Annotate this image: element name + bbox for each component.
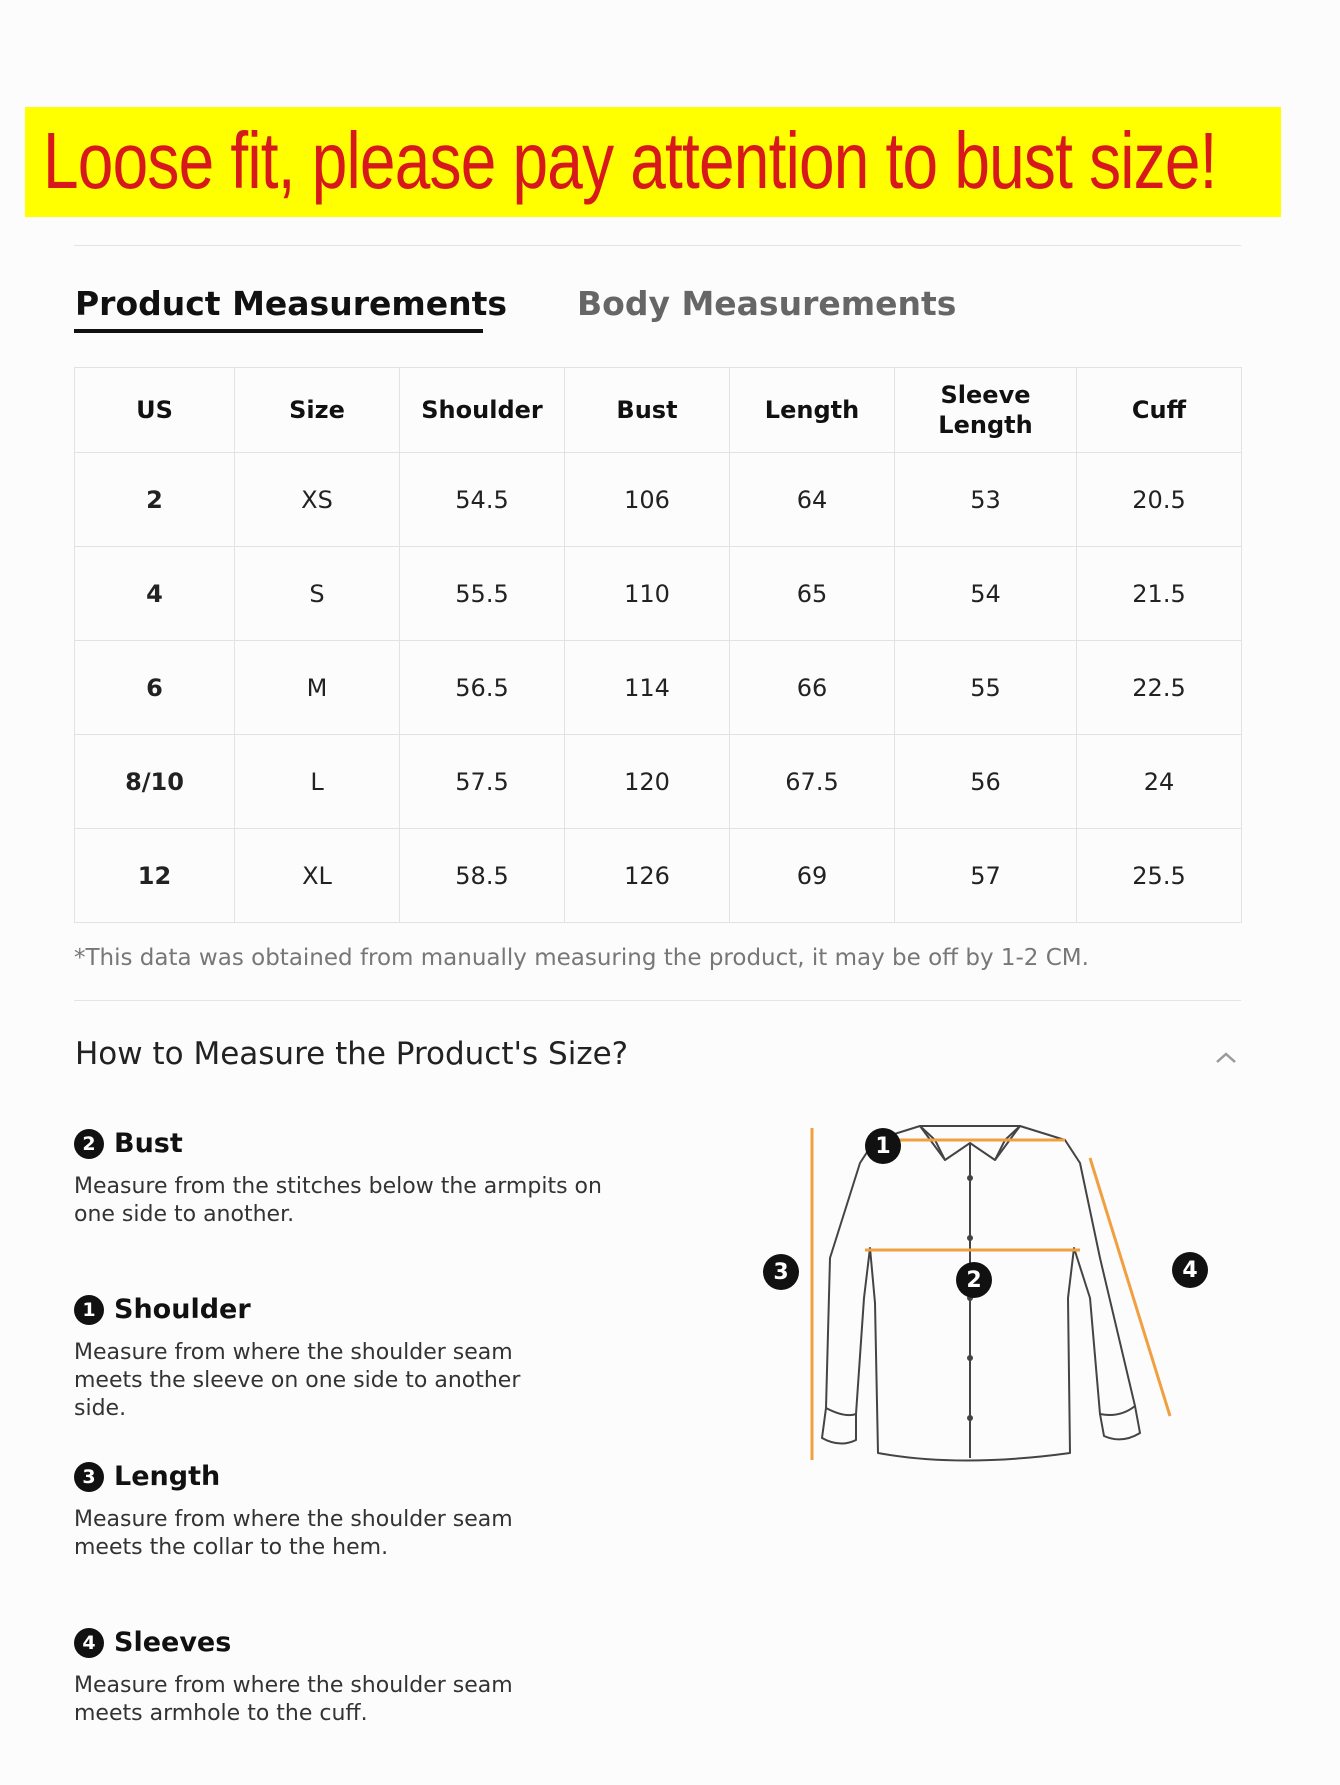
table-header-row (75, 368, 1242, 453)
col-sleeve-length (895, 368, 1077, 453)
tab-body-measurements[interactable]: Body Measurements (577, 284, 957, 323)
col-size: Size (235, 368, 400, 453)
table-cell: 67.5 (730, 735, 895, 829)
step-sleeves (74, 1627, 574, 1728)
table-cell: 21.5 (1077, 547, 1242, 641)
step-title: Sleeves (114, 1627, 232, 1658)
table-cell: 110 (565, 547, 730, 641)
step-title: Shoulder (114, 1294, 251, 1325)
tab-product-measurements[interactable]: Product Measurements (75, 284, 508, 323)
step-length (74, 1461, 574, 1562)
step-title: Length (114, 1461, 221, 1492)
table-row (75, 453, 1242, 547)
table-cell: 2 (75, 453, 235, 547)
table-cell: 120 (565, 735, 730, 829)
table-cell: 8/10 (75, 735, 235, 829)
table-cell: 54 (895, 547, 1077, 641)
table-cell: 64 (730, 453, 895, 547)
table-cell: 53 (895, 453, 1077, 547)
col-sleeve-length-label: Sleeve Length (938, 381, 1033, 439)
diagram-marker-4: 4 (1172, 1252, 1208, 1288)
step-title: Bust (114, 1128, 183, 1159)
table-cell: 54.5 (400, 453, 565, 547)
step-number-badge: 2 (74, 1129, 104, 1159)
step-description: Measure from where the shoulder seam meets armhole to the cuff. (74, 1673, 513, 1726)
col-cuff: Cuff (1077, 368, 1242, 453)
table-cell: 58.5 (400, 829, 565, 923)
table-cell: 126 (565, 829, 730, 923)
chevron-up-icon[interactable] (1213, 1048, 1239, 1066)
table-cell: 22.5 (1077, 641, 1242, 735)
step-description: Measure from where the shoulder seam meets the collar to the hem. (74, 1507, 513, 1560)
table-row (75, 547, 1242, 641)
shirt-diagram (760, 1118, 1230, 1468)
step-bust (74, 1128, 634, 1229)
table-cell: M (235, 641, 400, 735)
table-cell: 24 (1077, 735, 1242, 829)
diagram-marker-1: 1 (865, 1128, 901, 1164)
table-cell: 114 (565, 641, 730, 735)
table-cell: XL (235, 829, 400, 923)
table-cell: 57 (895, 829, 1077, 923)
table-cell: 20.5 (1077, 453, 1242, 547)
table-cell: 12 (75, 829, 235, 923)
step-number-badge: 4 (74, 1628, 104, 1658)
step-number-badge: 3 (74, 1462, 104, 1492)
shirt-illustration (760, 1118, 1230, 1468)
diagram-marker-3: 3 (763, 1254, 799, 1290)
size-table (74, 367, 1242, 923)
divider (74, 1000, 1241, 1001)
table-cell: 4 (75, 547, 235, 641)
table-cell: 65 (730, 547, 895, 641)
step-description: Measure from the stitches below the armpits on one side to another. (74, 1174, 602, 1227)
notice-text: Loose fit, please pay attention to bust size! (43, 116, 1217, 205)
table-cell: L (235, 735, 400, 829)
table-cell: 66 (730, 641, 895, 735)
table-cell: 25.5 (1077, 829, 1242, 923)
table-cell: 6 (75, 641, 235, 735)
divider (74, 245, 1241, 246)
col-length: Length (730, 368, 895, 453)
table-cell: 56 (895, 735, 1077, 829)
step-number-badge: 1 (74, 1295, 104, 1325)
measurement-note: *This data was obtained from manually measuring the product, it may be off by 1-2 CM. (74, 945, 1089, 971)
table-cell: 56.5 (400, 641, 565, 735)
step-shoulder (74, 1294, 574, 1423)
table-cell: 55 (895, 641, 1077, 735)
step-description: Measure from where the shoulder seam meets the sleeve on one side to another side. (74, 1340, 521, 1421)
table-cell: 106 (565, 453, 730, 547)
col-shoulder: Shoulder (400, 368, 565, 453)
table-cell: XS (235, 453, 400, 547)
active-tab-indicator (74, 329, 483, 333)
diagram-marker-2: 2 (956, 1262, 992, 1298)
table-cell: 57.5 (400, 735, 565, 829)
table-cell: S (235, 547, 400, 641)
howto-title: How to Measure the Product's Size? (75, 1036, 629, 1072)
notice-banner (25, 107, 1281, 217)
table-row (75, 829, 1242, 923)
col-bust: Bust (565, 368, 730, 453)
table-row (75, 735, 1242, 829)
table-cell: 69 (730, 829, 895, 923)
col-us: US (75, 368, 235, 453)
table-row (75, 641, 1242, 735)
table-cell: 55.5 (400, 547, 565, 641)
